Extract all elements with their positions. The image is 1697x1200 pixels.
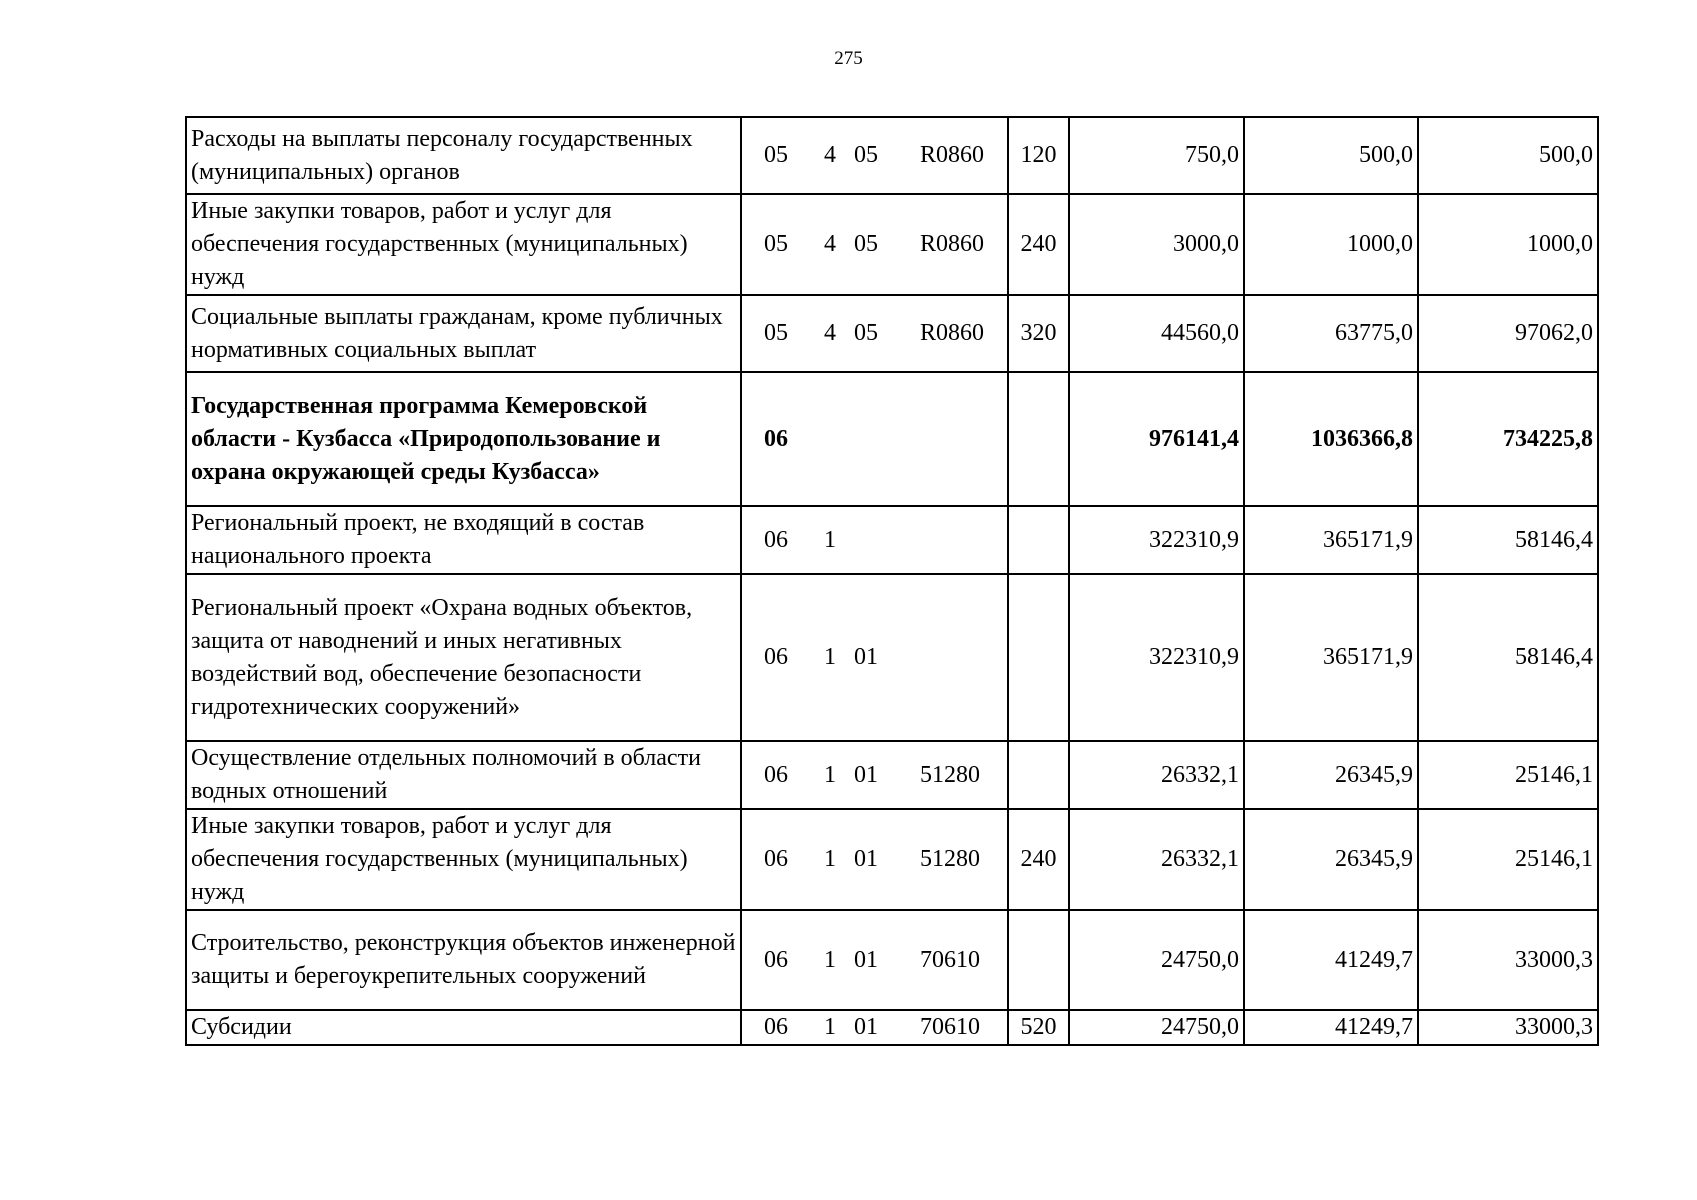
code-subprogram: 4 <box>824 231 836 257</box>
row-name: Строительство, реконструкция объектов инженерной защиты и берегоукрепительных сооружений <box>186 910 741 1010</box>
row-name: Субсидии <box>186 1010 741 1045</box>
table-row <box>186 506 1598 574</box>
value-year-1: 322310,9 <box>1069 574 1244 741</box>
code-subprogram: 4 <box>824 320 836 346</box>
value-year-2: 26345,9 <box>1244 809 1418 910</box>
value-year-2: 500,0 <box>1244 117 1418 194</box>
code-expense-type <box>1008 506 1069 574</box>
table-row <box>186 574 1598 741</box>
table-row <box>186 741 1598 809</box>
code-direction: 70610 <box>920 946 980 973</box>
code-program: 05 <box>764 320 788 346</box>
value-year-3: 33000,3 <box>1418 1010 1598 1045</box>
code-direction: 70610 <box>920 1014 980 1040</box>
value-year-2: 41249,7 <box>1244 910 1418 1010</box>
value-year-2: 365171,9 <box>1244 506 1418 574</box>
value-year-1: 44560,0 <box>1069 295 1244 372</box>
code-measure: 05 <box>854 231 878 257</box>
row-codes <box>741 910 1008 1010</box>
code-measure: 01 <box>854 1014 878 1040</box>
row-codes <box>741 809 1008 910</box>
value-year-1: 976141,4 <box>1069 372 1244 506</box>
code-expense-type: 120 <box>1008 117 1069 194</box>
value-year-3: 97062,0 <box>1418 295 1598 372</box>
table-row <box>186 910 1598 1010</box>
table-row <box>186 1010 1598 1045</box>
value-year-2: 365171,9 <box>1244 574 1418 741</box>
code-program: 06 <box>764 1014 788 1040</box>
row-name: Осуществление отдельных полномочий в области водных отношений <box>186 741 741 809</box>
code-expense-type <box>1008 574 1069 741</box>
code-expense-type: 320 <box>1008 295 1069 372</box>
code-measure: 01 <box>854 761 878 788</box>
code-direction: 51280 <box>920 761 980 788</box>
row-codes <box>741 1010 1008 1045</box>
value-year-1: 3000,0 <box>1069 194 1244 295</box>
value-year-2: 41249,7 <box>1244 1010 1418 1045</box>
code-program: 06 <box>764 846 788 872</box>
code-expense-type <box>1008 910 1069 1010</box>
row-name: Иные закупки товаров, работ и услуг для обеспечения государственных (муниципальных) нужд <box>186 194 741 295</box>
row-codes <box>741 194 1008 295</box>
value-year-3: 58146,4 <box>1418 506 1598 574</box>
table-row <box>186 295 1598 372</box>
value-year-3: 25146,1 <box>1418 809 1598 910</box>
row-name: Расходы на выплаты персоналу государственных (муниципальных) органов <box>186 117 741 194</box>
code-measure: 05 <box>854 142 878 168</box>
code-measure: 05 <box>854 320 878 346</box>
row-name: Региональный проект «Охрана водных объектов, защита от наводнений и иных негативных воздействий вод, обеспечение безопасности гидротехнических сооружений» <box>186 574 741 741</box>
value-year-2: 26345,9 <box>1244 741 1418 809</box>
value-year-2: 63775,0 <box>1244 295 1418 372</box>
code-program: 05 <box>764 142 788 168</box>
code-expense-type <box>1008 741 1069 809</box>
value-year-3: 500,0 <box>1418 117 1598 194</box>
code-expense-type: 520 <box>1008 1010 1069 1045</box>
value-year-3: 734225,8 <box>1418 372 1598 506</box>
value-year-1: 24750,0 <box>1069 910 1244 1010</box>
table-row <box>186 809 1598 910</box>
code-program: 06 <box>764 946 788 973</box>
value-year-3: 25146,1 <box>1418 741 1598 809</box>
row-codes <box>741 741 1008 809</box>
code-subprogram: 1 <box>824 644 836 670</box>
code-direction: R0860 <box>920 320 985 346</box>
code-program: 05 <box>764 231 788 257</box>
code-program: 06 <box>764 425 788 452</box>
value-year-3: 58146,4 <box>1418 574 1598 741</box>
table-row <box>186 194 1598 295</box>
row-codes <box>741 506 1008 574</box>
table-row <box>186 117 1598 194</box>
code-subprogram: 1 <box>824 761 836 788</box>
value-year-1: 750,0 <box>1069 117 1244 194</box>
row-name: Региональный проект, не входящий в состав национального проекта <box>186 506 741 574</box>
code-expense-type: 240 <box>1008 194 1069 295</box>
value-year-3: 1000,0 <box>1418 194 1598 295</box>
code-subprogram: 1 <box>824 946 836 973</box>
value-year-1: 24750,0 <box>1069 1010 1244 1045</box>
code-measure: 01 <box>854 846 878 872</box>
code-expense-type <box>1008 372 1069 506</box>
code-measure: 01 <box>854 946 878 973</box>
value-year-1: 26332,1 <box>1069 741 1244 809</box>
code-subprogram: 4 <box>824 142 836 168</box>
code-direction: 51280 <box>920 846 980 872</box>
code-direction: R0860 <box>920 231 985 257</box>
code-program: 06 <box>764 761 788 788</box>
row-codes <box>741 117 1008 194</box>
code-program: 06 <box>764 644 788 670</box>
row-name: Социальные выплаты гражданам, кроме публичных нормативных социальных выплат <box>186 295 741 372</box>
code-direction: R0860 <box>920 142 985 168</box>
budget-table <box>185 116 1599 1046</box>
table-row <box>186 372 1598 506</box>
value-year-1: 26332,1 <box>1069 809 1244 910</box>
code-program: 06 <box>764 526 788 553</box>
value-year-3: 33000,3 <box>1418 910 1598 1010</box>
row-name: Иные закупки товаров, работ и услуг для обеспечения государственных (муниципальных) нужд <box>186 809 741 910</box>
code-subprogram: 1 <box>824 1014 836 1040</box>
row-codes <box>741 372 1008 506</box>
value-year-2: 1000,0 <box>1244 194 1418 295</box>
row-name: Государственная программа Кемеровской области - Кузбасса «Природопользование и охрана окружающей среды Кузбасса» <box>186 372 741 506</box>
row-codes <box>741 574 1008 741</box>
value-year-2: 1036366,8 <box>1244 372 1418 506</box>
code-subprogram: 1 <box>824 846 836 872</box>
code-subprogram: 1 <box>824 526 836 553</box>
code-measure: 01 <box>854 644 878 670</box>
code-expense-type: 240 <box>1008 809 1069 910</box>
value-year-1: 322310,9 <box>1069 506 1244 574</box>
row-codes <box>741 295 1008 372</box>
page-number: 275 <box>834 48 863 69</box>
